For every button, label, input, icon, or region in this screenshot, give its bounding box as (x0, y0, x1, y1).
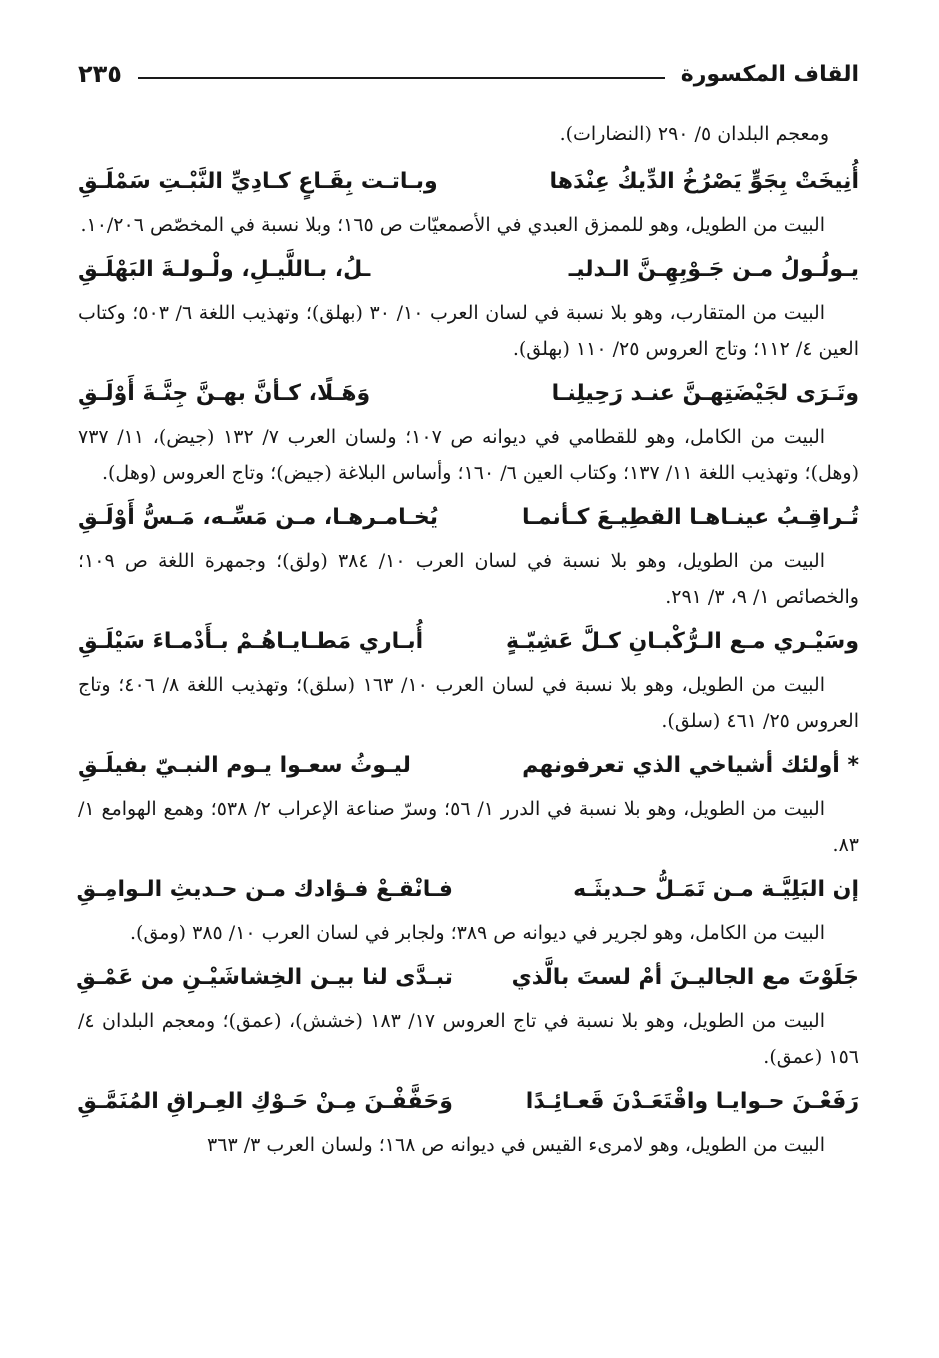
verse-hemistich-first: تُـراقِـبُ عينـاهـا القطِيـعَ كـأنمـا (522, 504, 859, 530)
verse-hemistich-first: وتَـرَى لجَيْضَتِهـنَّ عنـد رَحِيلِنـا (551, 380, 859, 406)
verse-hemistich-second: ـلُ، بـاللَّيـلِ، ولْـولـةَ البَهْلَـقِ (78, 256, 371, 282)
verse-hemistich-first: أُنِيخَتْ بِجَوٍّ يَصْرُخُ الدِّيكُ عِنْدَها (549, 168, 859, 194)
verse-note: البيت من الطويل، وهو للممزق العبدي في الأصمعيّات ص ١٦٥؛ وبلا نسبة في المخصّص ١٠/٢٠٦. (80, 214, 825, 236)
verse-hemistich-second: أُبـاري مَطـايـاهُـمْ بـأَدْمـاءَ سَيْلَـقِ (78, 628, 424, 654)
page-content (78, 116, 859, 1165)
verse-note: البيت من الطويل، وهو بلا نسبة في الدرر ١/ ٥٦؛ وسرّ صناعة الإعراب ٢/ ٥٣٨؛ وهمع الهوامع ١/ ٨٣. (78, 798, 859, 856)
header-rule (138, 77, 665, 79)
page-number: ٢٣٥ (78, 60, 122, 88)
star-marker: * (847, 752, 859, 778)
verse-hemistich-second: وَهَـلًا، كـأنَّ بهـنَّ جِنَّـةَ أَوْلَـقِ (78, 380, 371, 406)
verse-hemistich-second: وَحَفَّفْـنَ مِـنْ حَـوْكِ العِـراقِ المُنَمَّـقِ (77, 1088, 453, 1114)
verse-line (78, 953, 859, 1001)
verse-line (78, 617, 859, 665)
verse-note: البيت من الطويل، وهو لامرىء القيس في ديوانه ص ١٦٨؛ ولسان العرب ٣/ ٣٦٣ (207, 1134, 825, 1156)
verse-hemistich-second: فـانْقـعْ فـؤادك مـن حـديثِ الـوامِـقِ (76, 876, 453, 902)
verse-hemistich-first: يـولُـولُ مـن جَـوْبِهِـنَّ الـدليـ (568, 256, 859, 282)
verse-line (78, 493, 859, 541)
verse-line (78, 865, 859, 913)
verse-hemistich-second: يُخـامـرهـا، مـن مَسِّـه، مَـسُّ أَوْلَـقِ (78, 504, 438, 530)
verse-hemistich-second: تبـدَّى لنا بيـن الخِشاشَيْـنِ من عَمْـقِ (76, 964, 453, 990)
verse-line (78, 741, 859, 789)
verse-note: البيت من الكامل، وهو لجرير في ديوانه ص ٣٨٩؛ ولجابر في لسان العرب ١٠/ ٣٨٥ (ومق). (130, 922, 825, 944)
verse-hemistich-first (469, 753, 860, 778)
verse-hemistich-first-text: أولئك أشياخي الذي تعرفونهم (522, 752, 840, 778)
verse-line (78, 369, 859, 417)
intro-text: ومعجم البلدان ٥/ ٢٩٠ (النضارات). (559, 123, 829, 145)
verse-note: البيت من الطويل، وهو بلا نسبة في لسان العرب ١٠/ ١٦٣ (سلق)؛ وتهذيب اللغة ٨/ ٤٠٦؛ وتاج العروس ٢٥/ ٤٦١ (سلق). (78, 674, 859, 732)
verse-hemistich-first: وسَيْـري مـع الـرُّكْبـانِ كـلَّ عَشِيّـةٍ (505, 628, 859, 654)
verse-note: البيت من الطويل، وهو بلا نسبة في لسان العرب ١٠/ ٣٨٤ (ولق)؛ وجمهرة اللغة ص ١٠٩؛ والخصائص ١/ ٩، ٣/ ٢٩١. (78, 550, 859, 608)
verse-note: البيت من المتقارب، وهو بلا نسبة في لسان العرب ١٠/ ٣٠ (بهلق)؛ وتهذيب اللغة ٦/ ٥٠٣؛ وكتاب العين ٤/ ١١٢؛ وتاج العروس ٢٥/ ١١٠ (بهلق). (78, 302, 859, 360)
verse-note: البيت من الطويل، وهو بلا نسبة في تاج العروس ١٧/ ١٨٣ (خشش)، (عمق)؛ ومعجم البلدان ٤/ ١٥٦ (عمق). (78, 1010, 859, 1068)
running-title: القاف المكسورة (680, 61, 859, 87)
verse-note: البيت من الكامل، وهو للقطامي في ديوانه ص ١٠٧؛ ولسان العرب ٧/ ١٣٢ (جيض)، ١١/ ٧٣٧ (وهل)؛ وتهذيب اللغة ١١/ ١٣٧؛ وكتاب العين ٦/ ١٦٠؛ وأساس البلاغة (جيض)؛ وتاج العروس (وهل). (78, 426, 859, 484)
verse-hemistich-first: إن البَلِيَّـة مـن تَمَـلُّ حـديثَـه (573, 876, 859, 902)
verse-hemistich-second: وبـاتـت بِقَـاعٍ كـادِيِّ النَّبْـتِ سَمْلَـقِ (78, 168, 438, 194)
verse-hemistich-second: ليـوثُ سعـوا يـوم النبـيّ بفيلَـقِ (78, 752, 411, 778)
verse-hemistich-first: رَفَعْـنَ حـوايـا واقْتَعَـدْنَ قَعـائِـدًا (525, 1088, 859, 1114)
verse-hemistich-first: جَلَوْتَ مع الجاليـنَ أمْ لستَ بالَّذي (511, 964, 859, 990)
page-header (78, 52, 859, 96)
verse-line (78, 1077, 859, 1125)
verse-line (78, 245, 859, 293)
verse-line (78, 157, 859, 205)
